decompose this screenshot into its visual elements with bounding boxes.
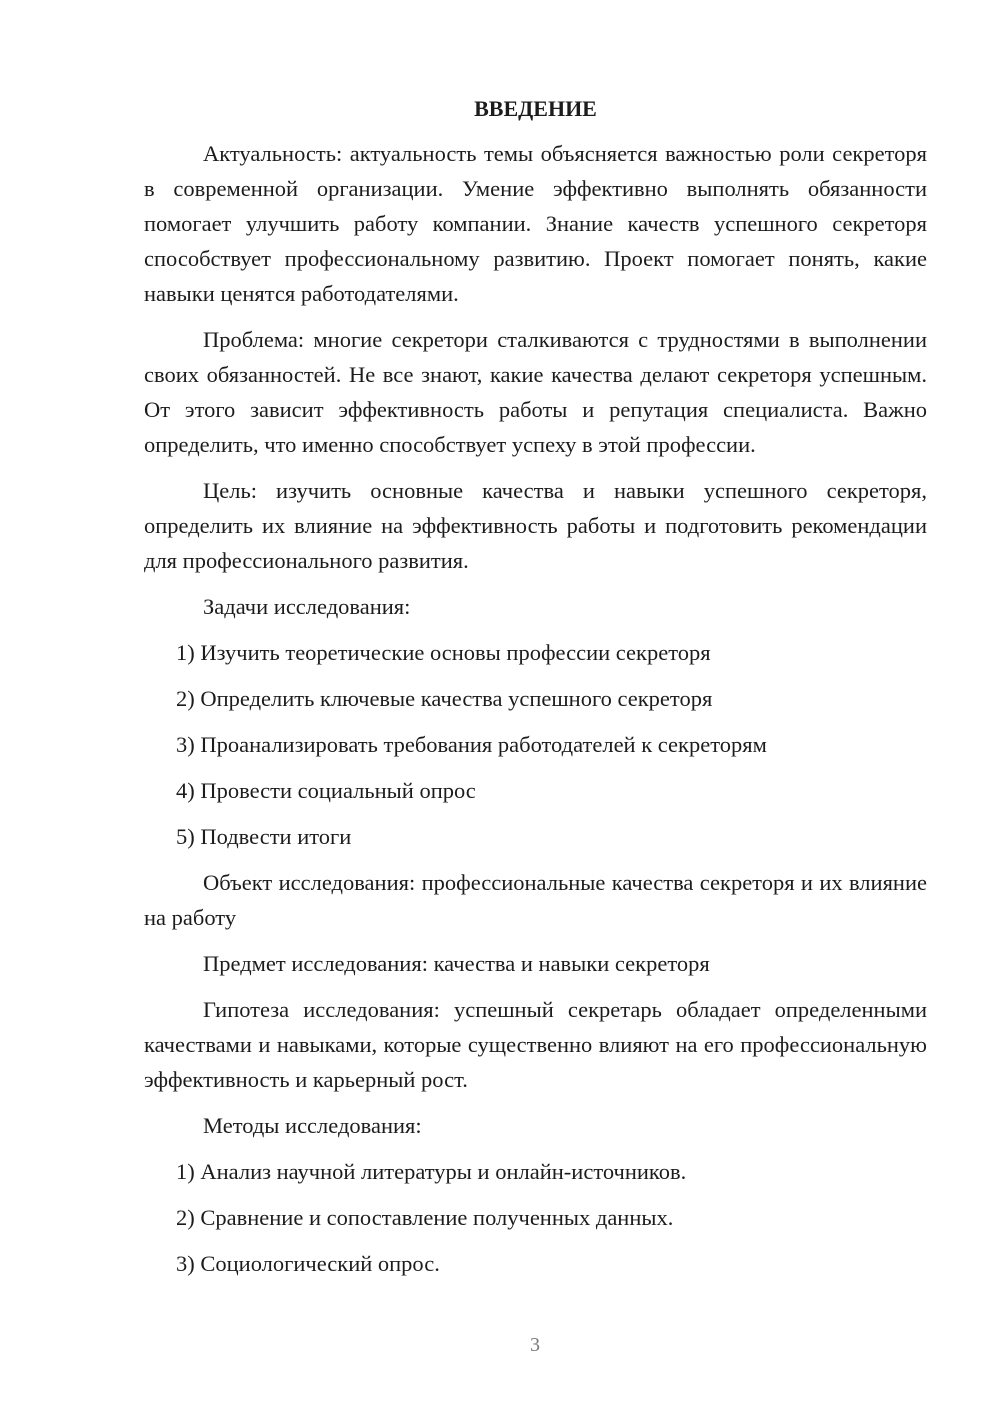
hypothesis-paragraph: Гипотеза исследования: успешный секретарь обладает определенными качествами и навыками, которые существенно влияют на его профессиональную эффективность и карьерный рост. [144, 997, 927, 1092]
list-item: 4) Провести социальный опрос [176, 778, 476, 803]
tasks-list [144, 635, 927, 854]
subject-paragraph: Предмет исследования: качества и навыки секреторя [203, 951, 710, 976]
object-paragraph: Объект исследования: профессиональные качества секреторя и их влияние на работу [144, 870, 927, 930]
list-item: 3) Проанализировать требования работодателей к секреторям [176, 732, 767, 757]
problem-paragraph: Проблема: многие секретори сталкиваются с трудностями в выполнении своих обязанностей. Не все знают, какие качества делают секреторя успешным. От этого зависит эффективность работы и репутация специалиста. Важно определить, что именно способствует успеху в этой профессии. [144, 327, 927, 457]
page-number: 3 [530, 1334, 540, 1356]
page-title: ВВЕДЕНИЕ [474, 96, 597, 121]
methods-list [144, 1154, 927, 1281]
list-item: 1) Изучить теоретические основы профессии секреторя [176, 640, 711, 665]
goal-paragraph: Цель: изучить основные качества и навыки успешного секреторя, определить их влияние на эффективность работы и подготовить рекомендации для профессионального развития. [144, 478, 927, 573]
tasks-heading: Задачи исследования: [203, 594, 411, 619]
list-item: 3) Социологический опрос. [176, 1251, 440, 1276]
list-item: 2) Определить ключевые качества успешного секреторя [176, 686, 713, 711]
list-item: 2) Сравнение и сопоставление полученных данных. [176, 1205, 674, 1230]
relevance-paragraph: Актуальность: актуальность темы объясняется важностью роли секреторя в современной организации. Умение эффективно выполнять обязанности помогает улучшить работу компании. Знание качеств успешного секреторя способствует профессиональному развитию. Проект помогает понять, какие навыки ценятся работодателями. [144, 141, 927, 306]
list-item: 1) Анализ научной литературы и онлайн-источников. [176, 1159, 687, 1184]
document-page [144, 94, 927, 1292]
methods-heading: Методы исследования: [203, 1113, 422, 1138]
list-item: 5) Подвести итоги [176, 824, 352, 849]
